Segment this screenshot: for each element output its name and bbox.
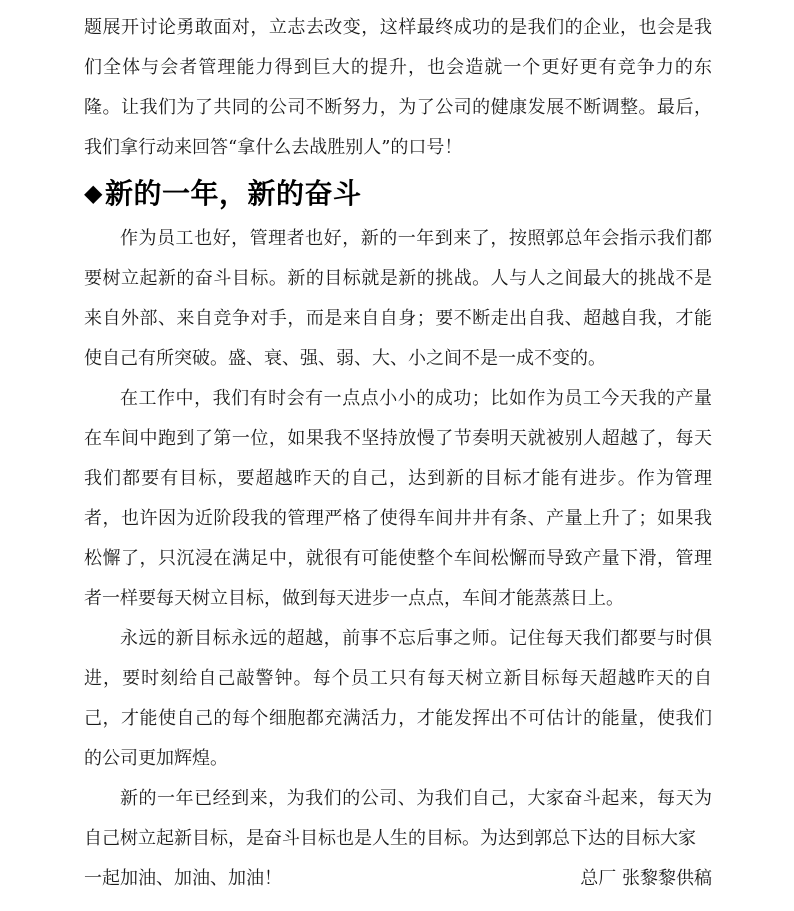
byline: 总厂 张黎黎供稿 — [580, 868, 712, 889]
section-title: 新的一年，新的奋斗 — [104, 177, 362, 210]
diamond-bullet-icon: ◆ — [84, 179, 103, 207]
paragraph-new-goals: 作为员工也好，管理者也好，新的一年到来了，按照郭总年会指示我们都要树立起新的奋斗目标。新的目标就是新的挑战。人与人之间最大的挑战不是来自外部、来自竞争对手，而是来自自身；要不断走出自我、超越自我，才能使自己有所突破。盛、衰、强、弱、大、小之间不是一成不变的。 — [84, 228, 712, 369]
closing-row — [84, 859, 712, 899]
section-heading — [84, 170, 712, 217]
closing-line: 一起加油、加油、加油！ — [84, 868, 282, 889]
paragraph-intro-continuation: 题展开讨论勇敢面对，立志去改变，这样最终成功的是我们的企业，也会是我们全体与会者管理能力得到巨大的提升，也会造就一个更好更有竞争力的东隆。让我们为了共同的公司不断努力，为了公司的健康发展不断调整。最后，我们拿行动来回答“拿什么去战胜别人”的口号！ — [84, 17, 712, 158]
paragraph-work-examples: 在工作中，我们有时会有一点点小小的成功；比如作为员工今天我的产量在车间中跑到了第一位，如果我不坚持放慢了节奏明天就被别人超越了，每天我们都要有目标，要超越昨天的自己，达到新的目标才能有进步。作为管理者，也许因为近阶段我的管理严格了使得车间井井有条、产量上升了；如果我松懈了，只沉浸在满足中，就很有可能使整个车间松懈而导致产量下滑，管理者一样要每天树立目标，做到每天进步一点点，车间才能蒸蒸日上。 — [84, 388, 712, 609]
paragraph-always-new-goals: 永远的新目标永远的超越，前事不忘后事之师。记住每天我们都要与时俱进，要时刻给自己敲警钟。每个员工只有每天树立新目标每天超越昨天的自己，才能使自己的每个细胞都充满活力，才能发挥出不可估计的能量，使我们的公司更加辉煌。 — [84, 628, 712, 769]
paragraph-new-year-arrived: 新的一年已经到来，为我们的公司、为我们自己，大家奋斗起来，每天为自己树立起新目标，是奋斗目标也是人生的目标。为达到郭总下达的目标大家 — [84, 788, 712, 849]
